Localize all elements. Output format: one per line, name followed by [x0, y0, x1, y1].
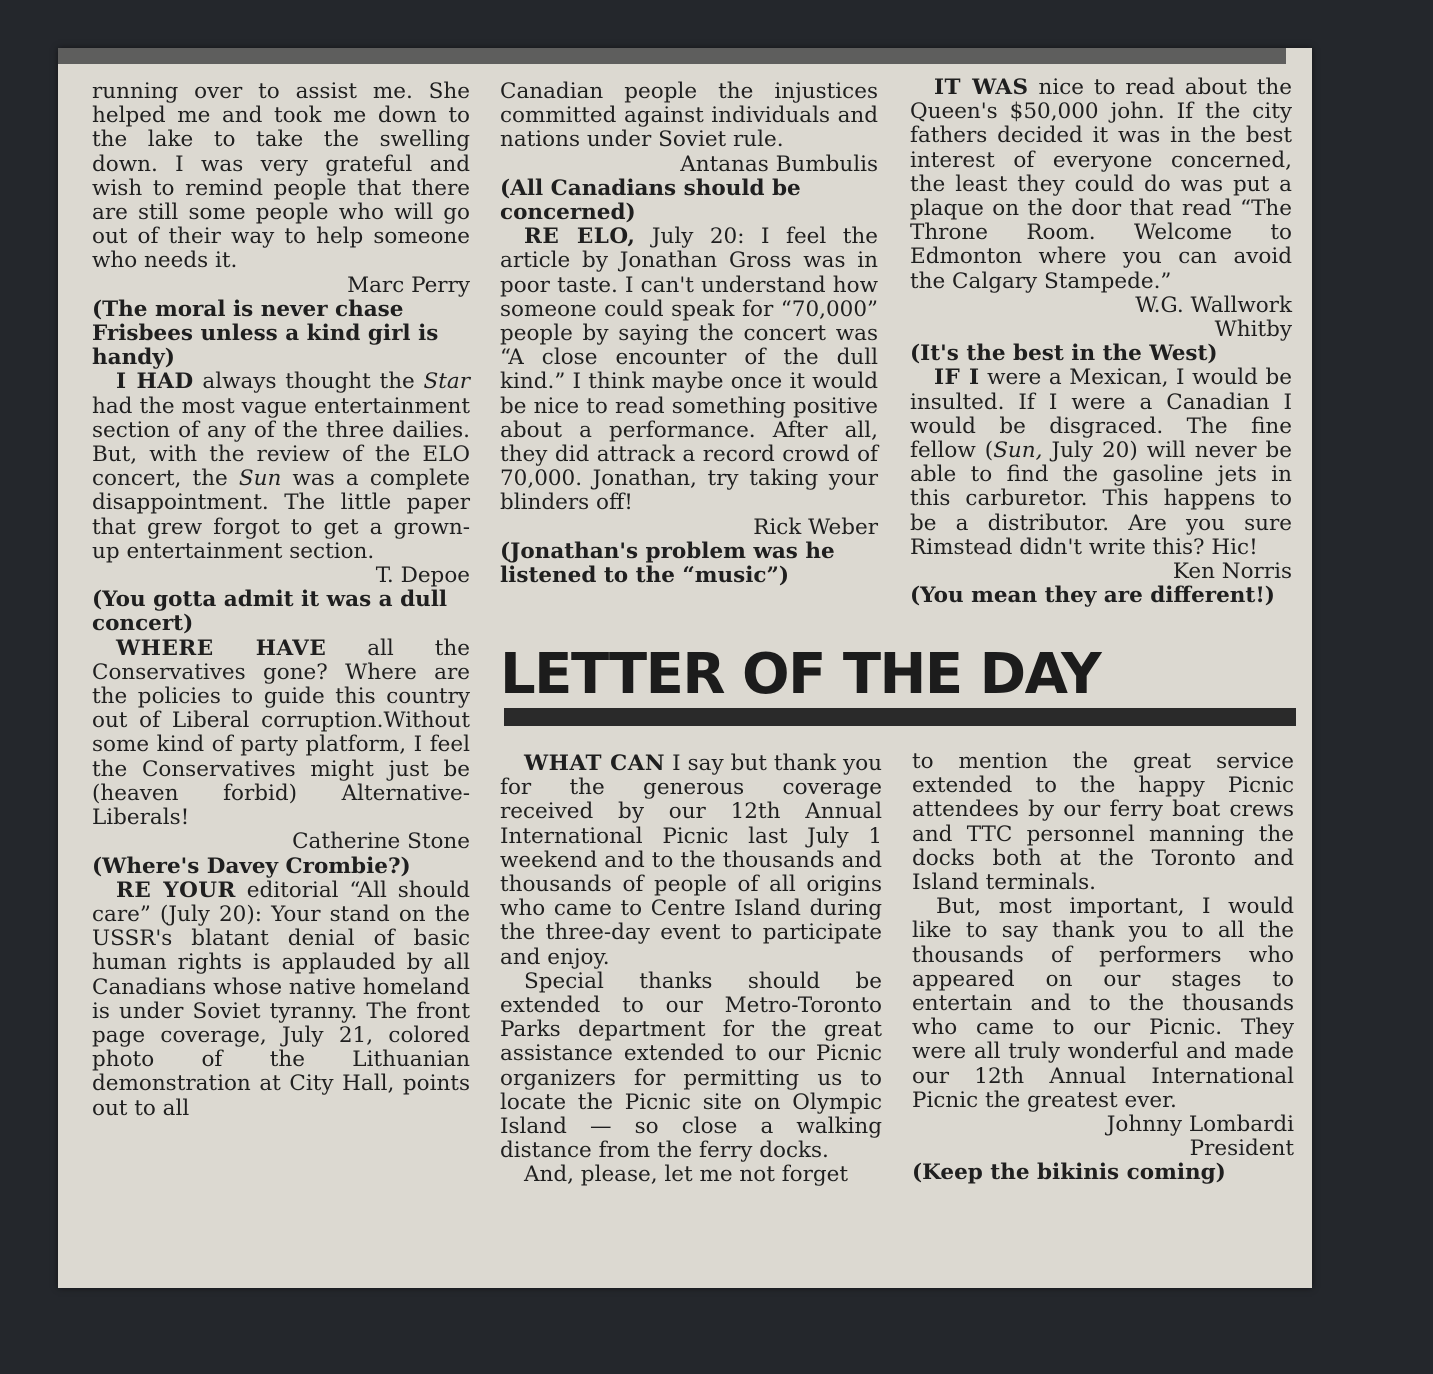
headline-letter-of-the-day: LETTER OF THE DAY: [500, 642, 1101, 707]
editor-reply: (The moral is never chase Frisbees unless a kind girl is handy): [92, 296, 439, 371]
letter-text: to mention the great service extended to the happy Picnic attendees by our ferry boat crews and TTC personnel manning the docks both at the Toronto and Island terminals.: [912, 749, 1294, 896]
letter-signature: Marc Perry: [347, 272, 470, 298]
letter-text: But, most important, I would like to say thank you to all the thousands of performers who appeared on our stages to entertain and to the thousands who came to our Picnic. They were all truly wonderful and made our 12th Annual International Picnic the greatest ever.: [912, 894, 1294, 1113]
top-rule: [58, 48, 1286, 64]
column-2: [500, 80, 878, 588]
letter-lead: IF I: [934, 365, 980, 391]
headline-rule: [504, 708, 1296, 726]
letter-lead: IT WAS: [934, 75, 1029, 100]
editor-reply: (All Canadians should be concerned): [500, 175, 801, 226]
column-1: [92, 80, 470, 1121]
column-4: [500, 752, 882, 1188]
letter-lead: I HAD: [116, 369, 194, 395]
letter-text: running over to assist me. She helped me and took me down to the lake to take the swelling down. I was very grateful and wish to remind people that there are still some people who will go out of their way to help someone who needs it.: [92, 79, 470, 274]
letter-signature-city: Whitby: [1214, 317, 1292, 343]
letter-signature: T. Depoe: [375, 563, 470, 589]
editor-reply: (Keep the bikinis coming): [912, 1160, 1226, 1186]
letter-text: RE YOUR editorial “All should care” (July 20): Your stand on the USSR's blatant denial of basic human rights is applauded by all Canadians whose native homeland is under Soviet tyranny. The front page coverage, July 21, colored photo of the Lithuanian demonstration at City Hall, points out to all: [92, 877, 471, 1121]
editor-reply: (You mean they are different!): [910, 583, 1275, 609]
letter-text: Special thanks should be extended to our Metro-Toronto Parks department for the great assistance extended to our Picnic organizers for permitting us to locate the Picnic site on Olympic Island — so close a walking distance from the ferry docks.: [500, 968, 882, 1164]
letter-lead: WHAT CAN: [524, 751, 666, 776]
letter-text: And, please, let me not forget: [524, 1162, 849, 1188]
column-3: [910, 76, 1292, 608]
letter-signature: Ken Norris: [1172, 559, 1292, 585]
letter-text: I HAD always thought the Star had the most vague entertainment section of any of the three dailies. But, with the review of the ELO concert, the Sun was a complete disappointment. The little paper that grew forgot to get a grown-up entertainment section.: [92, 369, 471, 564]
editor-reply: (Where's Davey Crombie?): [92, 853, 411, 879]
letter-signature: Antanas Bumbulis: [680, 151, 878, 177]
column-5: [912, 750, 1294, 1186]
letter-text: RE ELO, July 20: I feel the article by Jonathan Gross was in poor taste. I can't understand how someone could speak for “70,000” people by saying the concert was “A close encounter of the dull kind.” I think maybe once it would be nice to read something positive about a performance. After all, they did attrack a record crowd of 70,000. Jonathan, try taking your blinders off!: [500, 224, 878, 516]
editor-reply: (You gotta admit it was a dull concert): [92, 587, 448, 637]
editor-reply: (It's the best in the West): [910, 341, 1218, 367]
editor-reply: (Jonathan's problem was he listened to the “music”): [500, 538, 835, 589]
letter-text: WHERE HAVE all the Conservatives gone? Where are the policies to guide this country out of Liberal corruption.Without some kind of party platform, I feel the Conservatives might just be (heaven forbid) Alternative-Liberals!: [92, 635, 471, 831]
letter-text: IT WAS nice to read about the Queen's $50,000 john. If the city fathers decided it was in the best interest of everyone concerned, the least they could do was put a plaque on the door that read “The Throne Room. Welcome to Edmonton where you can avoid the Calgary Stampede.”: [910, 75, 1292, 294]
newspaper-clipping: [58, 48, 1312, 1288]
letter-signature: Catherine Stone: [292, 829, 470, 855]
letter-lead: WHERE HAVE: [116, 635, 327, 661]
letter-signature: Rick Weber: [753, 514, 878, 540]
letter-text: Canadian people the injustices committed against individuals and nations under Soviet rule.: [500, 79, 878, 153]
letter-lead: RE YOUR: [116, 877, 236, 903]
letter-signature: Johnny Lombardi: [1106, 1112, 1294, 1138]
letter-signature: W.G. Wallwork: [1135, 292, 1292, 318]
letter-text: IF I were a Mexican, I would be insulted. If I were a Canadian I would be disgraced. The fine fellow (Sun, July 20) will never be able to find the gasoline jets in this carburetor. This happens to be a distributor. Are you sure Rimstead didn't write this? Hic!: [910, 365, 1292, 560]
letter-lead: RE ELO,: [524, 224, 636, 250]
letter-signature-title: President: [1189, 1136, 1294, 1162]
letter-text: WHAT CAN I say but thank you for the generous coverage received by our 12th Annual International Picnic last July 1 weekend and to the thousands and thousands of people of all origins who came to Centre Island during the three-day event to participate and enjoy.: [500, 751, 882, 970]
